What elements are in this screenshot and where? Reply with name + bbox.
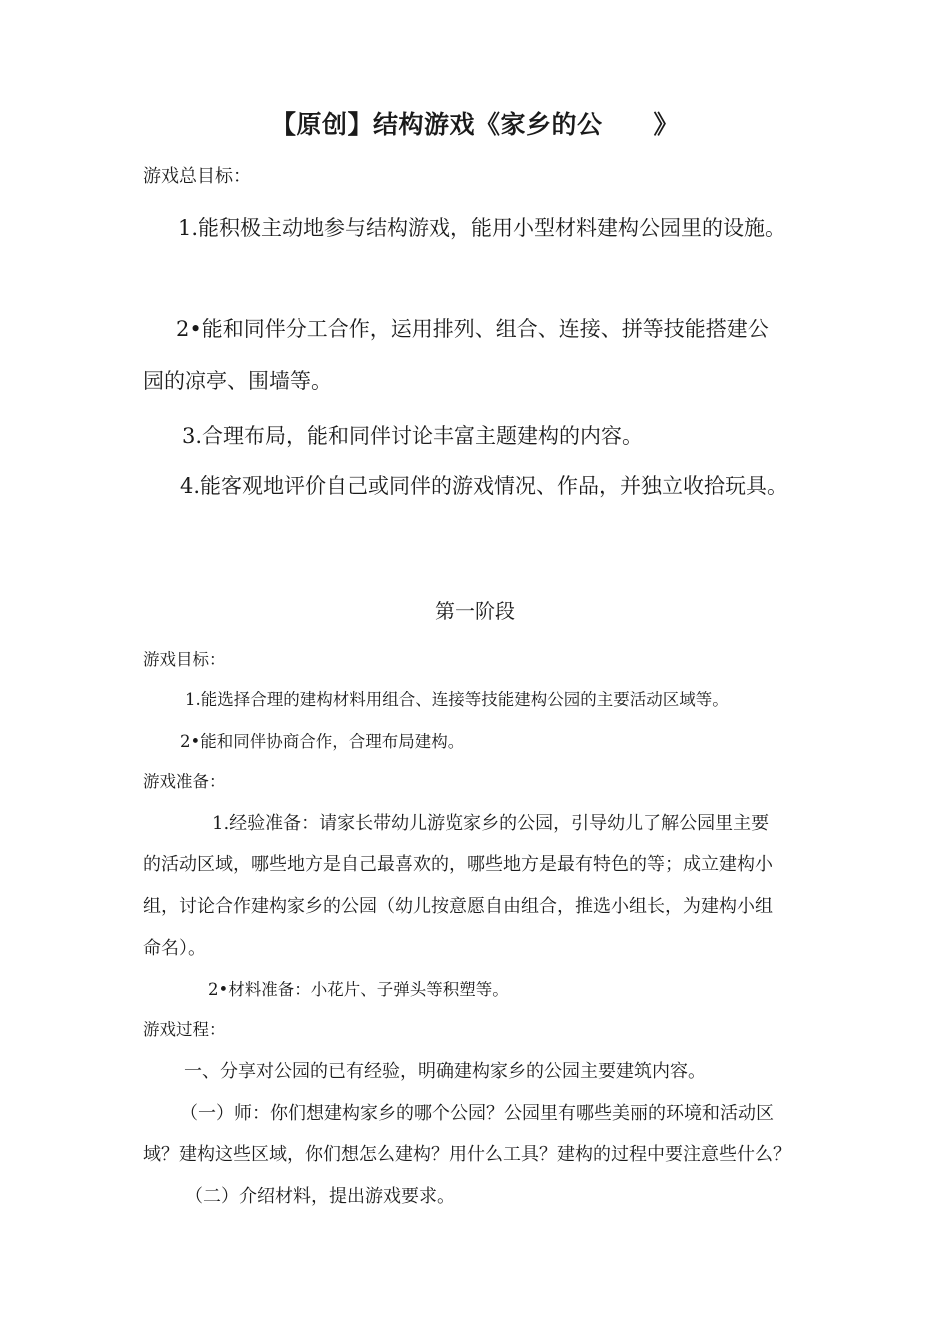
prep-experience-line-3: 组，讨论合作建构家乡的公园（幼儿按意愿自由组合，推选小组长，为建构小组 bbox=[143, 896, 773, 917]
stage-1-goal-2: 2•能和同伴协商合作，合理布局建构。 bbox=[180, 732, 465, 751]
overall-goal-1: 1.能积极主动地参与结构游戏，能用小型材料建构公园里的设施。 bbox=[178, 216, 787, 240]
stage-1-prep-heading: 游戏准备： bbox=[143, 772, 226, 791]
process-step-1b: （二）介绍材料，提出游戏要求。 bbox=[185, 1186, 455, 1207]
stage-1-process-heading: 游戏过程： bbox=[143, 1020, 226, 1039]
prep-experience-line-1: 1.经验准备：请家长带幼儿游览家乡的公园，引导幼儿了解公园里主要 bbox=[212, 813, 770, 834]
overall-goal-2-line-1: 2•能和同伴分工合作，运用排列、组合、连接、拼等技能搭建公 bbox=[176, 317, 769, 341]
process-step-1a-line-2: 域？建构这些区域，你们想怎么建构？用什么工具？建构的过程中要注意些什么？ bbox=[143, 1144, 791, 1165]
prep-experience-line-2: 的活动区域，哪些地方是自己最喜欢的，哪些地方是最有特色的等；成立建构小 bbox=[143, 854, 773, 875]
overall-goal-3: 3.合理布局，能和同伴讨论丰富主题建构的内容。 bbox=[182, 424, 644, 448]
stage-1-goals-heading: 游戏目标： bbox=[143, 650, 226, 669]
process-step-1: 一、分享对公园的已有经验，明确建构家乡的公园主要建筑内容。 bbox=[184, 1061, 706, 1082]
stage-1-heading: 第一阶段 bbox=[435, 599, 515, 623]
overall-goals-heading: 游戏总目标： bbox=[143, 166, 251, 187]
document-title: 【原创】结构游戏《家乡的公 》 bbox=[270, 110, 679, 139]
stage-1-goal-1: 1.能选择合理的建构材料用组合、连接等技能建构公园的主要活动区域等。 bbox=[185, 690, 729, 709]
overall-goal-2-line-2: 园的凉亭、围墙等。 bbox=[143, 369, 332, 393]
overall-goal-4: 4.能客观地评价自己或同伴的游戏情况、作品，并独立收拾玩具。 bbox=[180, 474, 789, 498]
prep-materials: 2•材料准备：小花片、子弹头等积塑等。 bbox=[208, 980, 509, 999]
process-step-1a-line-1: （一）师：你们想建构家乡的哪个公园？公园里有哪些美丽的环境和活动区 bbox=[180, 1103, 774, 1124]
prep-experience-line-4: 命名）。 bbox=[143, 938, 206, 959]
